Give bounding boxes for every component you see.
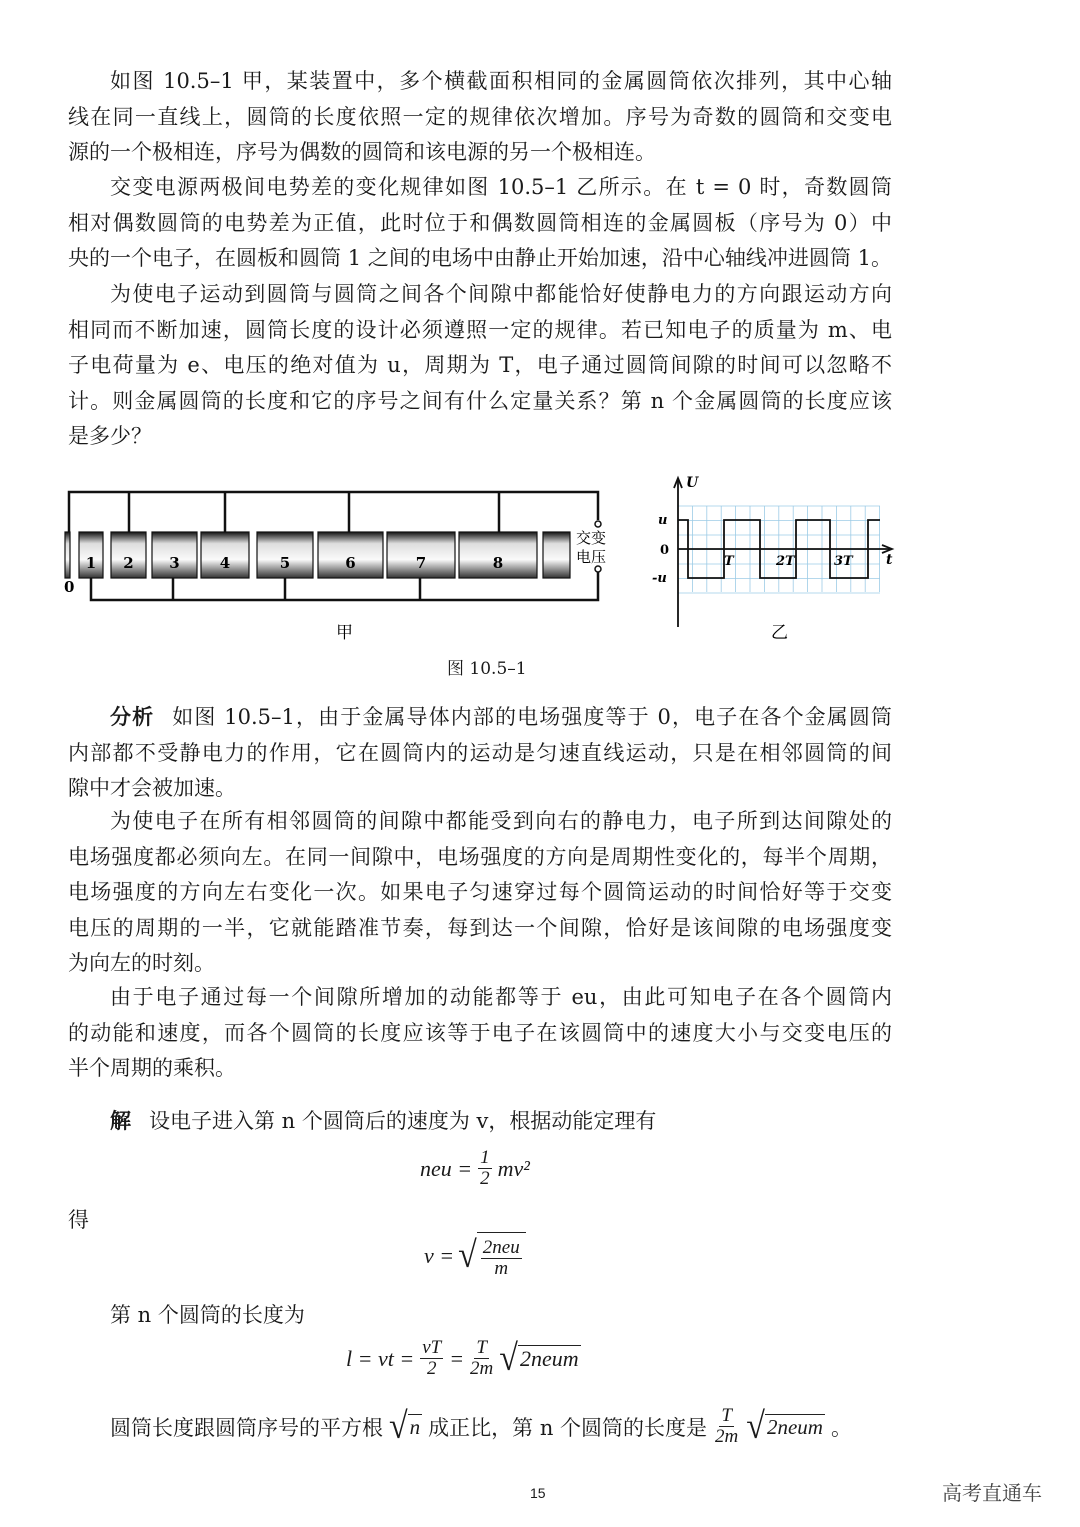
num: 1 <box>480 1147 490 1168</box>
den: 2m <box>715 1426 739 1447</box>
x-tick: 3T <box>834 554 853 569</box>
radicand: 2neum <box>519 1346 579 1371</box>
fraction <box>470 1338 493 1379</box>
x-axis-label: t <box>886 552 893 568</box>
den: m <box>494 1258 509 1279</box>
fraction <box>715 1406 738 1447</box>
text-line: 交变电源两极间电势差的变化规律如图 10.5–1 乙所示。在 t = 0 时，奇数圆筒 <box>110 175 892 199</box>
tube-number: 4 <box>219 554 231 572</box>
text-line <box>68 1104 892 1140</box>
text-line: 半个周期的乘积。 <box>68 1056 236 1081</box>
text-line: 是多少？ <box>68 424 152 449</box>
linear-accelerator-diagram <box>60 480 620 650</box>
text-line: 为使电子运动到圆筒与圆筒之间各个间隙中都能恰好使静电力的方向跟运动方向 <box>110 282 892 306</box>
analysis-paragraph-3 <box>68 980 892 1087</box>
text-line: 隙中才会被加速。 <box>68 776 236 801</box>
tube-number: 8 <box>492 554 504 572</box>
text-line: 线在同一直线上，圆筒的长度依照一定的规律依次增加。序号为奇数的圆筒和交变电 <box>68 104 892 129</box>
solution-intro <box>68 1104 892 1140</box>
x-tick: 2T <box>776 554 795 569</box>
text-line: 相对偶数圆筒的电势差为正值，此时位于和偶数圆筒相连的金属圆板（序号为 0）中 <box>68 210 892 235</box>
problem-paragraph-3 <box>68 277 892 455</box>
num: T <box>476 1337 487 1358</box>
text-line: 电压的周期的一半，它就能踏准节奏，每到达一个间隙，恰好是该间隙的电场强度变 <box>68 915 892 940</box>
text-line: 相同而不断加速，圆筒长度的设计必须遵照一定的规律。若已知电子的质量为 m、电 <box>68 317 892 342</box>
text-line: 如图 10.5–1 甲，某装置中，多个横截面积相同的金属圆筒依次排列，其中心轴 <box>110 69 892 93</box>
sqrt: √ $\frac{\text{2neu}}{m}$ <box>458 1232 526 1279</box>
figure-label-a: 甲 <box>336 623 353 643</box>
y-tick: -u <box>652 571 667 586</box>
num: T <box>721 1405 732 1426</box>
text-line: 子电荷量为 e、电压的绝对值为 u，周期为 T，电子通过圆筒间隙的时间可以忽略不 <box>68 353 892 378</box>
y-tick: u <box>658 513 668 528</box>
text: 设电子进入第 n 个圆筒后的速度为 v，根据动能定理有 <box>149 1109 657 1133</box>
tube-number: 1 <box>85 554 97 572</box>
tube-partial <box>543 532 570 578</box>
equation-kinetic-energy <box>420 1148 530 1189</box>
equation-length <box>346 1338 581 1379</box>
page-number: 15 <box>530 1485 546 1501</box>
text-line: 为向左的时刻。 <box>68 951 215 976</box>
fraction <box>420 1338 443 1379</box>
solution-keyword: 解 <box>110 1109 131 1133</box>
eq-text: mv² <box>497 1155 530 1181</box>
y-tick: 0 <box>660 543 670 558</box>
watermark: 高考直通车 <box>942 1481 1042 1505</box>
text-line: 央的一个电子，在圆板和圆筒 1 之间的电场中由静止开始加速，沿中心轴线冲进圆筒 1。 <box>68 246 892 271</box>
text-line: 内部都不受静电力的作用，它在圆筒内的运动是匀速直线运动，只是在相邻圆筒的间 <box>68 740 892 765</box>
tube-number: 6 <box>345 554 356 572</box>
length-intro <box>68 1298 892 1334</box>
voltage-waveform-graph <box>640 472 900 642</box>
sqrt: √ 2neum <box>746 1405 823 1447</box>
text: 圆筒长度跟圆筒序号的平方根 <box>110 1415 383 1440</box>
den: 2 <box>480 1168 490 1189</box>
text-line: 得 <box>68 1208 89 1232</box>
analysis-keyword: 分析 <box>110 705 155 729</box>
eq-text: v = <box>424 1242 455 1268</box>
text: 如图 10.5–1，由于金属导体内部的电场强度等于 0，电子在各个金属圆筒 <box>172 705 893 729</box>
figure-caption: 图 10.5–1 <box>447 659 527 679</box>
den: 2 <box>426 1358 437 1379</box>
source-label-1: 交变 <box>576 529 607 547</box>
text-line: 电场强度都必须向左。在同一间隙中，电场强度的方向是周期性变化的，每半个周期， <box>68 844 892 869</box>
text-line <box>68 700 892 736</box>
sqrt: √ n <box>389 1405 421 1447</box>
radicand: 2neum <box>766 1414 823 1439</box>
conclusion <box>110 1406 852 1447</box>
fraction <box>478 1148 492 1189</box>
terminal <box>595 566 601 572</box>
problem-paragraph-1 <box>68 64 892 171</box>
fraction <box>481 1238 522 1279</box>
tube-number: 3 <box>169 554 180 572</box>
analysis-paragraph-1 <box>68 700 892 807</box>
text: 成正比，第 n 个圆筒的长度是 <box>428 1415 708 1440</box>
x-tick: T <box>724 554 734 569</box>
tube-number: 5 <box>279 554 291 572</box>
text-line: 计。则金属圆筒的长度和它的序号之间有什么定量关系？第 n 个金属圆筒的长度应该 <box>68 388 892 413</box>
num: 2neu <box>482 1237 520 1258</box>
terminal <box>595 521 601 527</box>
num: vT <box>422 1337 442 1358</box>
eq-text: l = vt = <box>346 1345 415 1371</box>
text-line: 的动能和速度，而各个圆筒的长度应该等于电子在该圆筒中的速度大小与交变电压的 <box>68 1020 892 1045</box>
problem-paragraph-2 <box>68 170 892 277</box>
text-line: 源的一个极相连，序号为偶数的圆筒和该电源的另一个极相连。 <box>68 140 656 165</box>
analysis-paragraph-2 <box>68 804 892 982</box>
source-label-2: 电压 <box>576 548 607 566</box>
den: 2m <box>470 1358 494 1379</box>
eq-text: neu = <box>420 1155 473 1181</box>
tube-number: 2 <box>123 554 134 572</box>
metal-plate <box>65 532 70 578</box>
y-axis-label: U <box>686 475 699 491</box>
text-line: 电场强度的方向左右变化一次。如果电子匀速穿过每个圆筒运动的时间恰好等于交变 <box>68 880 892 905</box>
tube-number: 7 <box>415 554 427 572</box>
text-line: 由于电子通过每一个间隙所增加的动能都等于 eu，由此可知电子在各个圆筒内 <box>110 985 892 1009</box>
plate-label: 0 <box>64 578 75 596</box>
equation-velocity <box>424 1232 526 1279</box>
radicand: n <box>409 1414 421 1439</box>
tubes <box>65 532 570 578</box>
eq-text: = <box>449 1345 465 1371</box>
text-line: 为使电子在所有相邻圆筒的间隙中都能受到向右的静电力，电子所到达间隙处的 <box>110 809 892 833</box>
text-line: 第 n 个圆筒的长度为 <box>110 1303 305 1327</box>
text: 。 <box>830 1415 852 1440</box>
figure-label-b: 乙 <box>771 623 788 642</box>
sqrt: √ 2neum <box>499 1337 579 1379</box>
